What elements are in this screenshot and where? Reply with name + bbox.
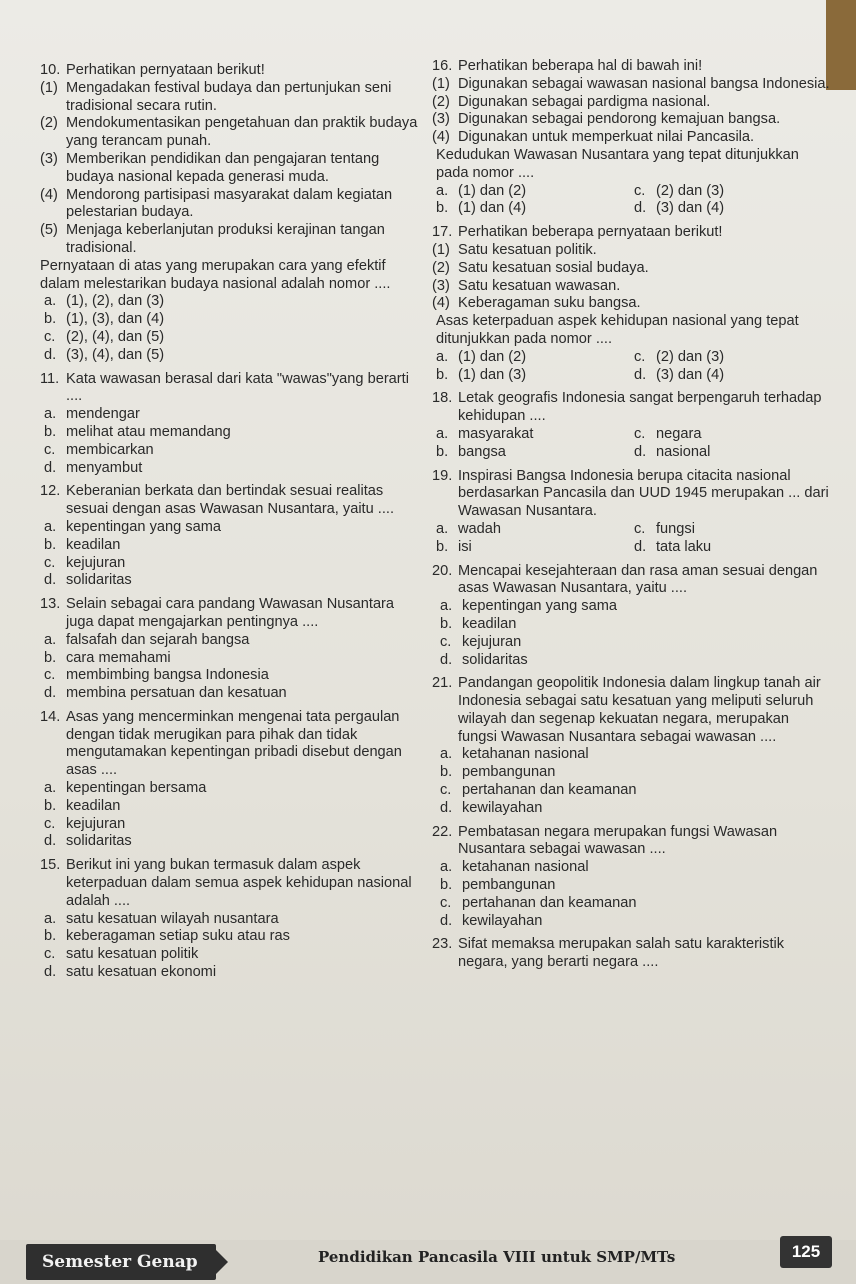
answer-option[interactable]: d. solidaritas (44, 833, 132, 850)
answer-option[interactable]: d. nasional (634, 443, 711, 460)
answer-option[interactable]: a. kepentingan yang sama (440, 598, 617, 615)
statement-number: (1) (432, 241, 450, 258)
answer-option[interactable]: c. satu kesatuan politik (44, 946, 199, 963)
question-18 (432, 390, 832, 461)
badge-arrow-icon (210, 1244, 228, 1280)
statement-number: (3) (432, 277, 450, 294)
question-text: Berikut ini yang bukan termasuk dalam aspek keterpaduan dalam semua aspek kehidupan nasional adalah .... (66, 857, 412, 909)
answer-option[interactable]: b. keadilan (44, 536, 121, 553)
answer-option[interactable]: c. (2) dan (3) (634, 182, 725, 199)
statement-number: (1) (432, 75, 450, 92)
answer-option[interactable]: b. pembangunan (440, 877, 556, 894)
question-stem: Asas keterpaduan aspek kehidupan nasional yang tepat ditunjukkan pada nomor .... (436, 313, 799, 347)
answer-option[interactable]: a. ketahanan nasional (440, 859, 589, 876)
question-text: Perhatikan beberapa pernyataan berikut! (458, 224, 723, 241)
question-11 (40, 371, 418, 478)
statement-text: Digunakan sebagai pardigma nasional. (458, 93, 711, 110)
question-number: 14. (40, 708, 61, 725)
question-21 (432, 675, 832, 817)
answer-option[interactable]: b. (1), (3), dan (4) (44, 311, 165, 328)
answer-option[interactable]: d. menyambut (44, 459, 143, 476)
answer-option[interactable]: a. kepentingan yang sama (44, 518, 221, 535)
question-number: 23. (432, 936, 453, 953)
answer-option[interactable]: b. isi (436, 538, 472, 555)
answer-option[interactable]: d. (3), (4), dan (5) (44, 346, 165, 363)
question-text: Perhatikan beberapa hal di bawah ini! (458, 58, 703, 74)
answer-option[interactable]: d. kewilayahan (440, 799, 543, 816)
statement-text: Digunakan sebagai wawasan nasional bangsa Indonesia. (458, 75, 830, 92)
statement-number: (4) (432, 295, 450, 312)
answer-option[interactable]: b. keadilan (440, 615, 517, 632)
answer-option[interactable]: a. satu kesatuan wilayah nusantara (44, 910, 279, 927)
question-22 (432, 824, 832, 931)
answer-option[interactable]: a. (1) dan (2) (436, 182, 527, 199)
question-text: Letak geografis Indonesia sangat berpengaruh terhadap kehidupan .... (458, 390, 822, 425)
answer-option[interactable]: a. (1), (2), dan (3) (44, 293, 165, 310)
question-17 (432, 224, 832, 384)
answer-option[interactable]: c. membicarkan (44, 441, 154, 458)
statement-number: (3) (432, 111, 450, 128)
answer-option[interactable]: d. solidaritas (440, 651, 528, 668)
answer-option[interactable]: c. (2) dan (3) (634, 348, 725, 365)
semester-badge: Semester Genap (26, 1244, 216, 1280)
answer-option[interactable]: d. satu kesatuan ekonomi (44, 964, 217, 981)
question-12 (40, 483, 418, 590)
answer-option[interactable]: d. (3) dan (4) (634, 200, 725, 217)
question-number: 17. (432, 224, 453, 241)
statement-text: Digunakan untuk memperkuat nilai Pancasila. (458, 129, 755, 146)
question-number: 18. (432, 390, 453, 407)
question-23 (432, 936, 832, 972)
answer-option[interactable]: d. membina persatuan dan kesatuan (44, 685, 287, 702)
answer-option[interactable]: a. masyarakat (436, 425, 534, 442)
question-13 (40, 596, 418, 703)
answer-option[interactable]: a. falsafah dan sejarah bangsa (44, 631, 250, 648)
answer-option[interactable]: a. kepentingan bersama (44, 780, 207, 797)
answer-option[interactable]: a. mendengar (44, 406, 140, 423)
question-10 (40, 62, 418, 365)
question-text: Pandangan geopolitik Indonesia dalam lingkup tanah air Indonesia sebagai satu kesatuan yang meliputi seluruh wilayah dan segenap kekuatan negara, merupakan fungsi Wawasan Nusantara sebagai wawasan .... (458, 675, 821, 745)
statement-text: Satu kesatuan politik. (458, 241, 597, 258)
statement-text: Mendorong partisipasi masyarakat dalam kegiatan pelestarian budaya. (66, 186, 393, 221)
question-number: 20. (432, 562, 453, 579)
answer-option[interactable]: b. bangsa (436, 443, 506, 460)
question-text: Selain sebagai cara pandang Wawasan Nusantara juga dapat mengajarkan pentingnya .... (66, 596, 395, 630)
question-text: Asas yang mencerminkan mengenai tata pergaulan dengan tidak merugikan para pihak dan tidak mengutamakan kepentingan pribadi disebut dengan asas .... (66, 708, 402, 779)
statement-text: Mendokumentasikan pengetahuan dan praktik budaya yang terancam punah. (66, 115, 418, 150)
statement-number: (5) (40, 222, 58, 239)
answer-option[interactable]: b. (1) dan (3) (436, 366, 527, 383)
statement-text: Mengadakan festival budaya dan pertunjukan seni tradisional secara rutin. (66, 79, 392, 114)
question-number: 22. (432, 823, 453, 840)
question-text: Inspirasi Bangsa Indonesia berupa citacita nasional berdasarkan Pancasila dan UUD 1945 merupakan ... dari Wawasan Nusantara. (458, 467, 829, 520)
answer-option[interactable]: b. melihat atau memandang (44, 423, 231, 440)
answer-option[interactable]: c. (2), (4), dan (5) (44, 328, 165, 345)
answer-option[interactable]: c. membimbing bangsa Indonesia (44, 667, 269, 684)
question-15 (40, 857, 418, 982)
answer-option[interactable]: d. solidaritas (44, 572, 132, 589)
question-text: Pembatasan negara merupakan fungsi Wawasan Nusantara sebagai wawasan .... (458, 823, 778, 858)
answer-option[interactable]: a. (1) dan (2) (436, 348, 527, 365)
statement-text: Digunakan sebagai pendorong kemajuan bangsa. (458, 111, 781, 128)
question-number: 11. (40, 370, 60, 387)
question-16 (432, 58, 832, 218)
statement-text: Memberikan pendidikan dan pengajaran tentang budaya nasional kepada generasi muda. (66, 150, 380, 185)
statement-number: (1) (40, 79, 58, 96)
page-number: 125 (780, 1236, 832, 1268)
statement-number: (2) (432, 93, 450, 110)
question-19 (432, 468, 832, 557)
answer-option[interactable]: d. (3) dan (4) (634, 366, 725, 383)
question-stem: Pernyataan di atas yang merupakan cara yang efektif dalam melestarikan budaya nasional adalah nomor .... (40, 257, 391, 292)
answer-option[interactable]: c. kejujuran (440, 633, 522, 650)
question-number: 15. (40, 857, 61, 874)
statement-text: Keberagaman suku bangsa. (458, 295, 641, 312)
statement-number: (4) (40, 186, 58, 203)
question-text: Sifat memaksa merupakan salah satu karakteristik negara, yang berarti negara .... (458, 936, 785, 971)
answer-option[interactable]: c. negara (634, 425, 702, 442)
statement-number: (4) (432, 129, 450, 146)
answer-option[interactable]: b. pembangunan (440, 764, 556, 781)
answer-option[interactable]: b. (1) dan (4) (436, 200, 527, 217)
question-20 (432, 563, 832, 670)
answer-option[interactable]: c. fungsi (634, 520, 695, 537)
left-column (40, 62, 418, 988)
answer-option[interactable]: c. pertahanan dan keamanan (440, 894, 637, 911)
answer-option[interactable]: c. kejujuran (44, 554, 126, 571)
question-number: 21. (432, 675, 453, 692)
answer-option[interactable]: d. tata laku (634, 538, 712, 555)
question-number: 19. (432, 467, 453, 484)
question-text: Keberanian berkata dan bertindak sesuai realitas sesuai dengan asas Wawasan Nusantara, yaitu .... (66, 483, 395, 518)
answer-option[interactable]: b. keberagaman setiap suku atau ras (44, 928, 290, 945)
question-number: 13. (40, 596, 61, 613)
answer-option[interactable]: a. wadah (436, 520, 502, 537)
question-number: 12. (40, 483, 61, 500)
statement-text: Menjaga keberlanjutan produksi kerajinan tangan tradisional. (66, 222, 385, 256)
answer-option[interactable]: d. kewilayahan (440, 912, 543, 929)
question-text: Perhatikan pernyataan berikut! (66, 62, 265, 78)
question-number: 10. (40, 62, 61, 78)
answer-option[interactable]: b. cara memahami (44, 649, 171, 666)
statement-number: (2) (40, 115, 58, 132)
question-number: 16. (432, 58, 453, 74)
answer-option[interactable]: b. keadilan (44, 797, 121, 814)
question-stem: Kedudukan Wawasan Nusantara yang tepat ditunjukkan pada nomor .... (436, 146, 799, 181)
book-title: Pendidikan Pancasila VIII untuk SMP/MTs (318, 1248, 676, 1266)
answer-option[interactable]: c. kejujuran (44, 815, 126, 832)
statement-number: (3) (40, 150, 58, 167)
question-text: Kata wawasan berasal dari kata "wawas"yang berarti .... (66, 370, 409, 405)
answer-option[interactable]: c. pertahanan dan keamanan (440, 782, 637, 799)
answer-option[interactable]: a. ketahanan nasional (440, 746, 589, 763)
statement-number: (2) (432, 259, 450, 276)
statement-text: Satu kesatuan wawasan. (458, 277, 621, 294)
right-column (432, 58, 832, 978)
question-text: Mencapai kesejahteraan dan rasa aman sesuai dengan asas Wawasan Nusantara, yaitu .... (458, 562, 818, 597)
question-14 (40, 709, 418, 851)
statement-text: Satu kesatuan sosial budaya. (458, 259, 649, 276)
